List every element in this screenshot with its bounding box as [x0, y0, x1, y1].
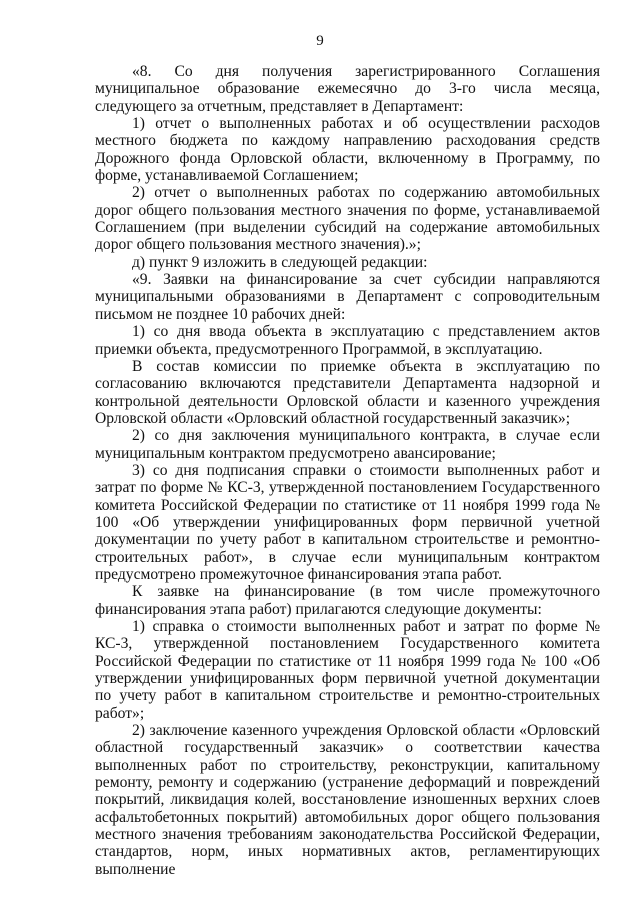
paragraph-attached-documents: К заявке на финансирование (в том числе промежуточного финансирования этапа работ) прилагаются следующие документы:	[95, 583, 600, 618]
paragraph-quality-conclusion: 2) заключение казенного учреждения Орловской области «Орловский областной государственный заказчик» о соответствии качества выполненных работ по строительству, реконструкции, капитальному ремонту, ремонту и содержанию (устранение деформаций и повреждений покрытий, ликвидация колей, восстановление изношенных верхних слоев асфальтобетонных покрытий) автомобильных дорог общего пользования местного значения требованиям законодательства Российской Федерации, стандартов, норм, иных нормативных актов, регламентирующих выполнение	[95, 722, 600, 878]
paragraph-report-maintenance: 2) отчет о выполненных работах по содержанию автомобильных дорог общего пользования местного значения по форме, устанавливаемой Соглашением (при выделении субсидий на содержание автомобильных дорог общего пользования местного значения).»;	[95, 184, 600, 254]
paragraph-item-8: «8. Со дня получения зарегистрированного Соглашения муниципальное образование ежемесячно до 3-го числа месяца, следующего за отчетным, представляет в Департамент:	[95, 63, 600, 115]
paragraph-report-works: 1) отчет о выполненных работах и об осуществлении расходов местного бюджета по каждому направлению расходования средств Дорожного фонда Орловской области, включенному в Программу, по форме, устанавливаемой Соглашением;	[95, 115, 600, 185]
paragraph-amend-item-9: д) пункт 9 изложить в следующей редакции:	[132, 253, 428, 271]
paragraph-contract-advance: 2) со дня заключения муниципального контракта, в случае если муниципальным контрактом предусмотрено авансирование;	[95, 427, 600, 462]
document-body	[95, 63, 600, 878]
paragraph-item-9: «9. Заявки на финансирование за счет субсидии направляются муниципальными образованиями в Департамент с сопроводительным письмом не позднее 10 рабочих дней:	[95, 271, 600, 323]
paragraph-ks3-certificate: 3) со дня подписания справки о стоимости выполненных работ и затрат по форме № КС-3, утвержденной постановлением Государственного комитета Российской Федерации по статистике от 11 ноября 1999 года № 100 «Об утверждении унифицированных форм первичной учетной документации по учету работ в капитальном строительстве и ремонтно-строительных работ», в случае если муниципальным контрактом предусмотрено промежуточное финансирования этапа работ.	[95, 461, 600, 583]
paragraph-commission-members: В состав комиссии по приемке объекта в эксплуатацию по согласованию включаются представители Департамента надзорной и контрольной деятельности Орловской области и казенного учреждения Орловской области «Орловский областной государственный заказчик»;	[95, 357, 600, 427]
page-number: 9	[316, 33, 324, 49]
paragraph-commissioning: 1) со дня ввода объекта в эксплуатацию с представлением актов приемки объекта, предусмотренного Программой, в эксплуатацию.	[95, 323, 600, 358]
paragraph-ks3-reference: 1) справка о стоимости выполненных работ и затрат по форме № КС-3, утвержденной постановлением Государственного комитета Российской Федерации по статистике от 11 ноября 1999 года № 100 «Об утверждении унифицированных форм первичной учетной документации по учету работ в капитальном строительстве и ремонтно-строительных работ»;	[95, 618, 600, 722]
